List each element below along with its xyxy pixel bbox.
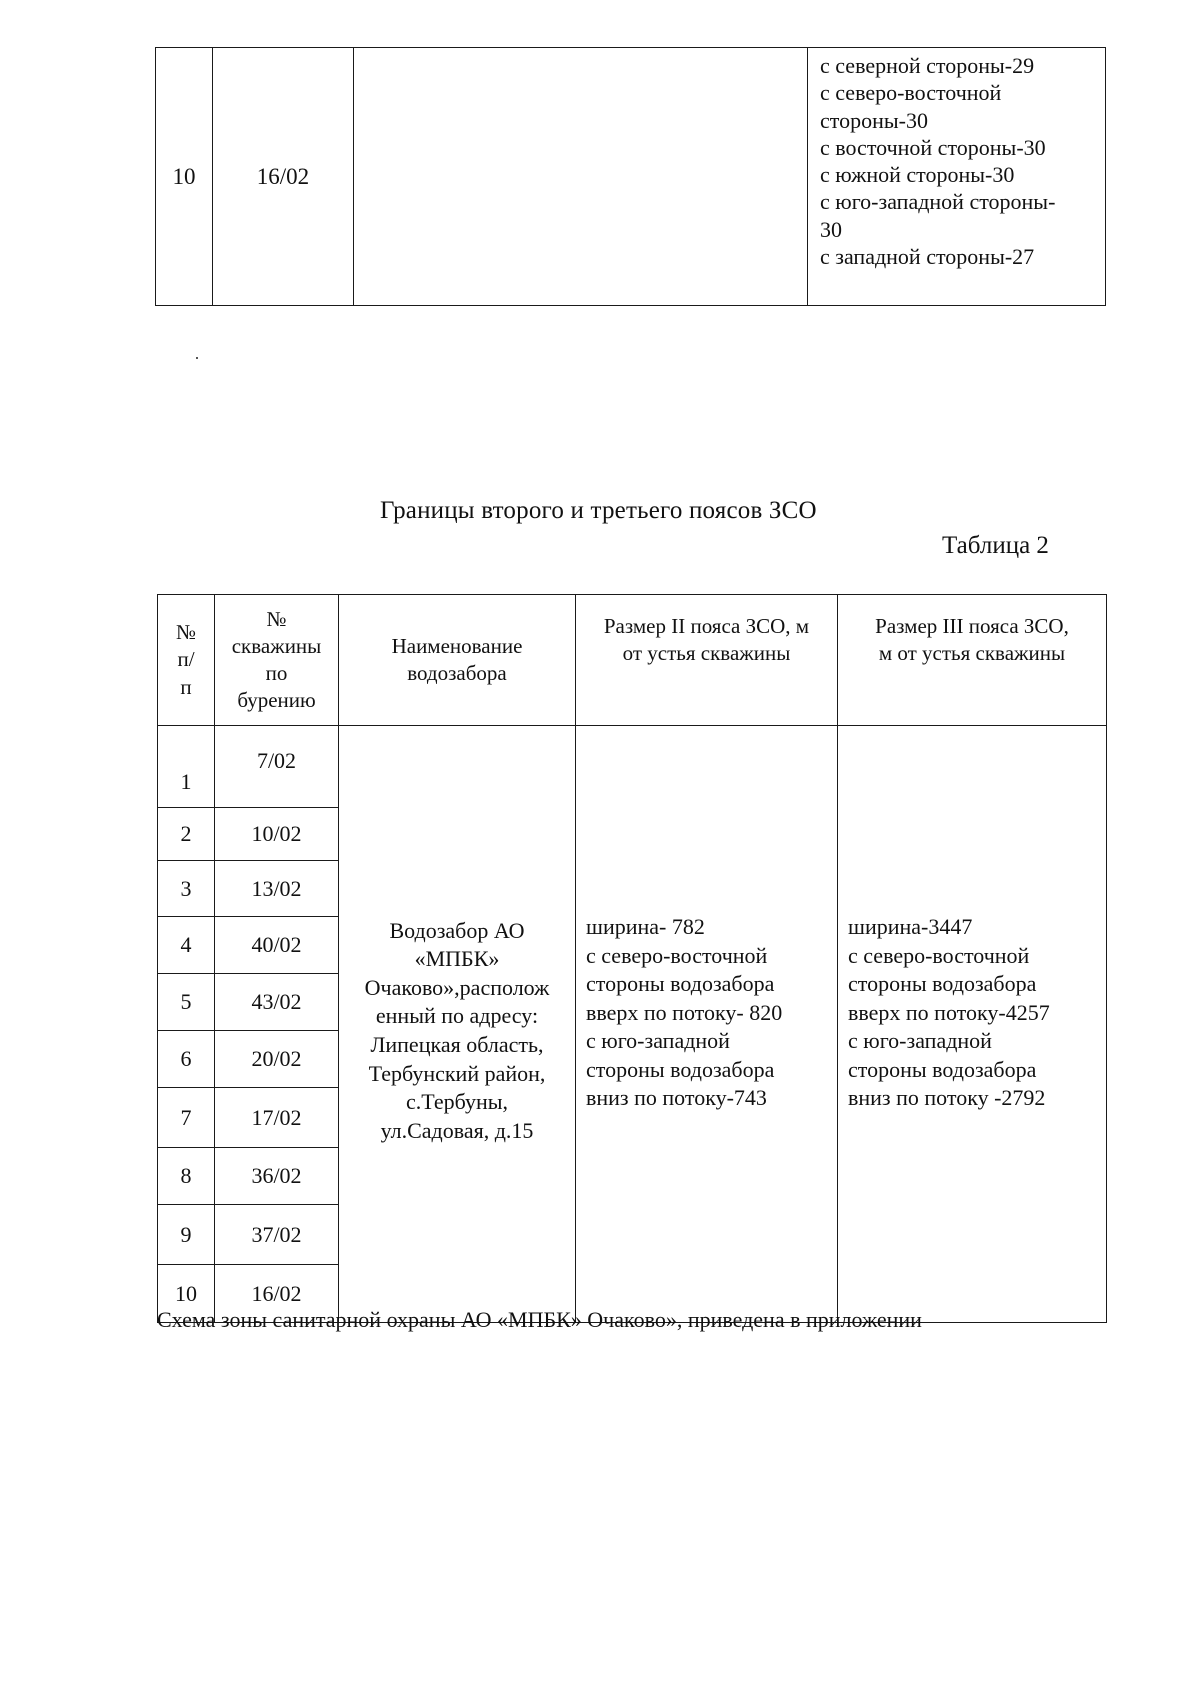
zone2-size-text: ширина- 782 с северо-восточной стороны водозабора вверх по потоку- 820 с юго-западной стороны водозабора вниз по потоку-743 (586, 913, 783, 1111)
row-number: 8 (158, 1148, 215, 1205)
intake-name-cell (339, 726, 576, 1323)
footer-note: Схема зоны санитарной охраны АО «МПБК» Очаково», приведена в приложении (157, 1307, 922, 1332)
row-number: 5 (158, 974, 215, 1031)
zone3-size-cell (838, 726, 1107, 1323)
zone-size-cell (808, 48, 1106, 306)
row-number: 2 (158, 808, 215, 861)
well-number: 37/02 (215, 1205, 339, 1265)
well-number: 20/02 (215, 1031, 339, 1088)
zone-boundaries-table (157, 594, 1107, 1323)
row-number-cell (156, 48, 213, 306)
well-number: 17/02 (215, 1088, 339, 1148)
row-number: 9 (158, 1205, 215, 1265)
table-caption: Таблица 2 (942, 532, 1049, 559)
well-number: 16/02 (256, 163, 310, 189)
well-number: 10/02 (215, 808, 339, 861)
scan-speck (196, 357, 198, 359)
header-zone3: Размер III пояса ЗСО, м от устья скважины (838, 595, 1107, 726)
intake-name-text: Водозабор АО «МПБК» Очаково»,располож енный по адресу: Липецкая область, Тербунский район, с.Тербуны, ул.Садовая, д.15 (364, 917, 550, 1143)
well-number: 43/02 (215, 974, 339, 1031)
row-number: 6 (158, 1031, 215, 1088)
row-number: 3 (158, 861, 215, 917)
well-number-cell (213, 48, 354, 306)
well-number: 16/02 (215, 1265, 339, 1323)
well-number: 7/02 (215, 726, 339, 808)
well-number: 13/02 (215, 861, 339, 917)
row-number: 10 (172, 163, 196, 189)
empty-cell (354, 48, 808, 306)
row-number: 1 (158, 726, 215, 808)
well-number: 40/02 (215, 917, 339, 974)
zone-size-text: с северной стороны-29 с северо-восточной стороны-30 с восточной стороны-30 с южной стороны-30 с юго-западной стороны- 30 с западной стороны-27 (820, 53, 1056, 269)
row-number: 7 (158, 1088, 215, 1148)
header-intake-name: Наименование водозабора (339, 595, 576, 726)
row-number: 4 (158, 917, 215, 974)
page-title: Границы второго и третьего поясов ЗСО (380, 497, 817, 524)
previous-table-fragment (155, 47, 1106, 306)
table-row (158, 726, 1107, 808)
table-row (156, 48, 1106, 306)
table-header-row (158, 595, 1107, 726)
zone3-size-text: ширина-3447 с северо-восточной стороны водозабора вверх по потоку-4257 с юго-западной стороны водозабора вниз по потоку -2792 (848, 913, 1050, 1111)
zone2-size-cell (576, 726, 838, 1323)
header-zone2: Размер II пояса ЗСО, м от устья скважины (576, 595, 838, 726)
row-number: 10 (158, 1265, 215, 1323)
header-well: № скважины по бурению (215, 595, 339, 726)
header-num: № п/ п (158, 595, 215, 726)
well-number: 36/02 (215, 1148, 339, 1205)
